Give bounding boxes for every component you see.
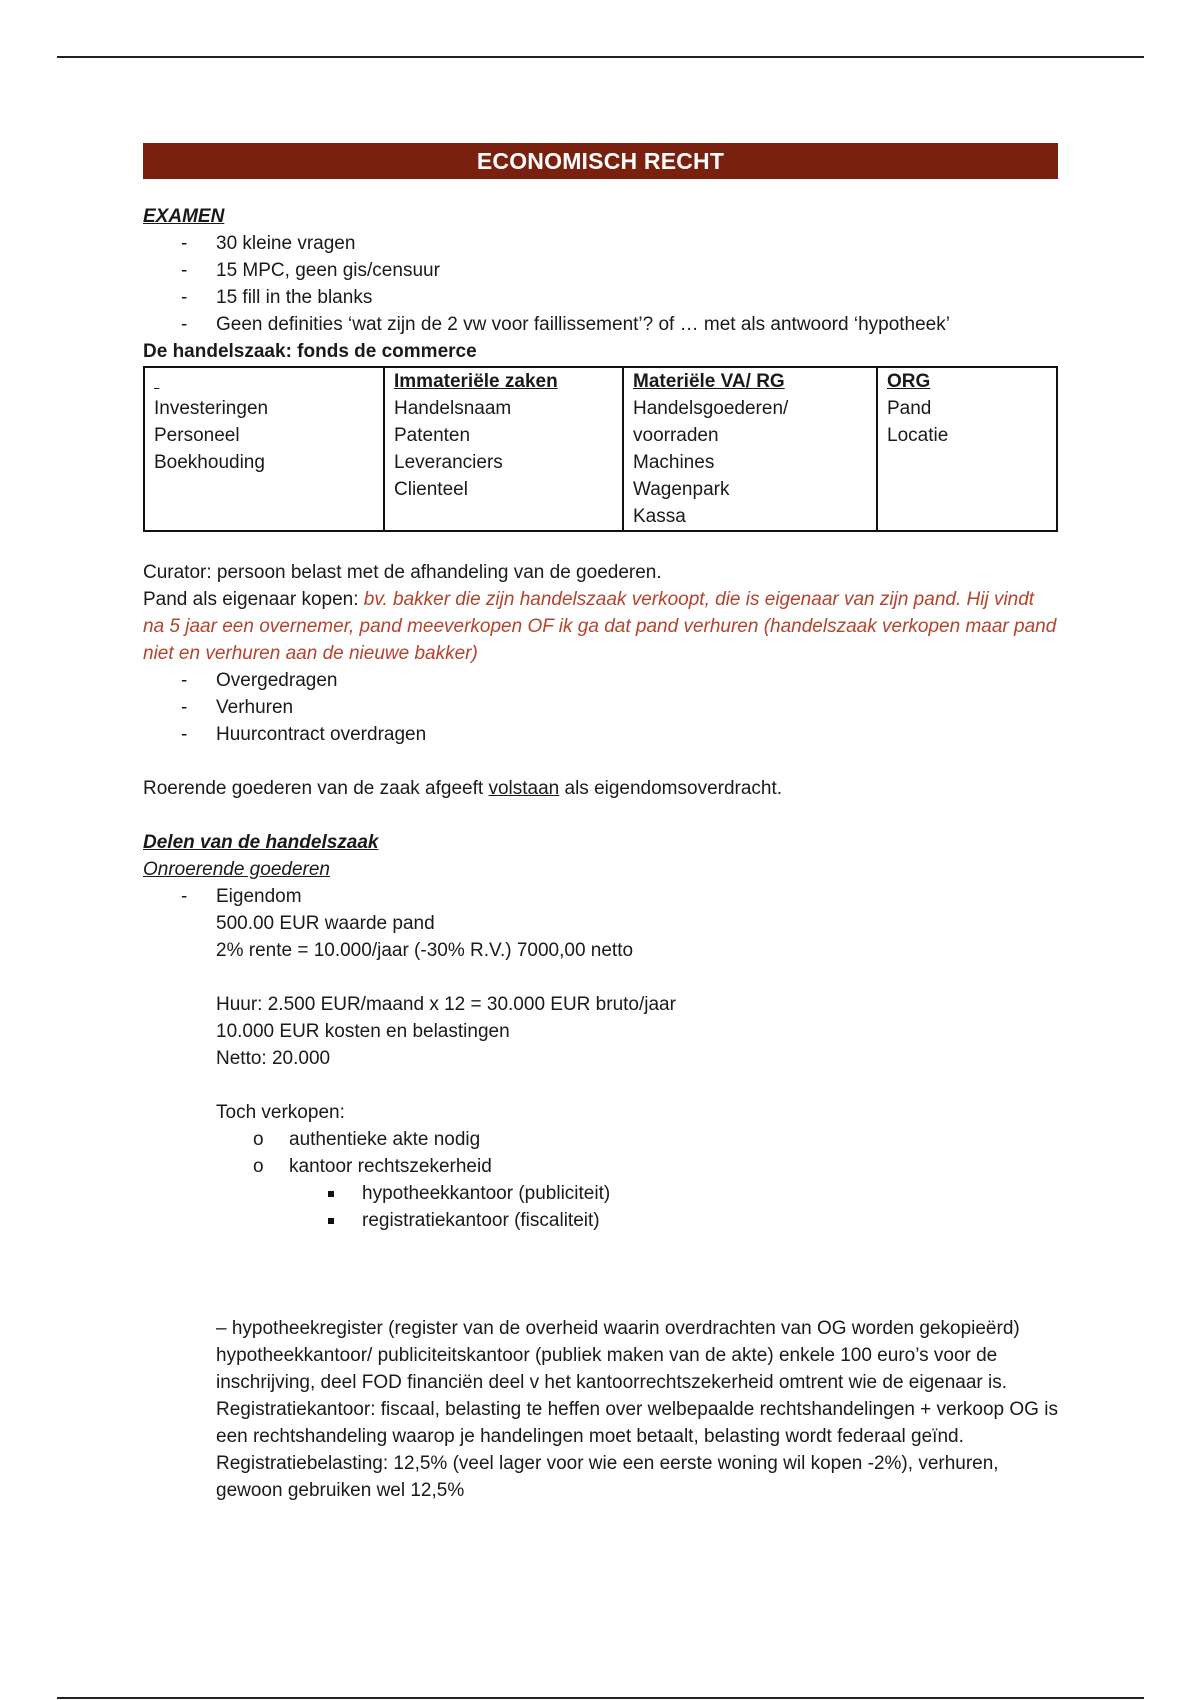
cell-line: Wagenpark [633,479,730,500]
text-line: 500.00 EUR waarde pand [216,913,435,934]
list-item: - Geen definities ‘wat zijn de 2 vw voor faillissement’? of … met als antwoord ‘hypotheek’ [143,311,1058,338]
text-line: 2% rente = 10.000/jaar (-30% R.V.) 7000,00 netto [216,940,634,961]
list-item: - 15 fill in the blanks [143,284,1058,311]
cell-line: Patenten [394,425,471,446]
verkopen-list [143,1126,1058,1180]
text-line: 10.000 EUR kosten en belastingen [216,1021,510,1042]
cell-line: Investeringen [154,398,269,419]
column-header: Immateriële zaken [394,371,558,392]
cell-line: Kassa [633,506,686,527]
roerende-underlined: volstaan [488,778,560,799]
document-page [143,143,1058,1504]
list-item: - Overgedragen [143,667,1058,694]
column-header: ORG [887,371,931,392]
cell-line: Handelsgoederen/ [633,398,789,419]
text-line: Huur: 2.500 EUR/maand x 12 = 30.000 EUR bruto/jaar [216,994,676,1015]
cell-line: Personeel [154,425,240,446]
onroerende-subheading: Onroerende goederen [143,859,330,880]
eigendom-list [143,883,1058,910]
table-cell-algemeen [144,367,384,531]
list-item: - 30 kleine vragen [143,230,1058,257]
cell-line: Clienteel [394,479,468,500]
top-rule [57,56,1144,58]
list-item: hypotheekkantoor (publiciteit) [143,1180,1058,1207]
cell-line: Leveranciers [394,452,503,473]
column-header [154,368,374,395]
cell-line: Machines [633,452,715,473]
curator-text: Curator: persoon belast met de afhandeling van de goederen. [143,562,662,583]
roerende-after: als eigendomsoverdracht. [559,778,783,799]
fonds-table [143,366,1058,532]
roerende-text [143,775,1058,802]
roerende-before: Roerende goederen van de zaak afgeeft [143,778,489,799]
list-item: o authentieke akte nodig [143,1126,1058,1153]
text-line: Netto: 20.000 [216,1048,331,1069]
table-cell-immateriele [384,367,623,531]
hypotheek-paragraph: – hypotheekregister (register van de overheid waarin overdrachten van OG worden gekopieërd) hypotheekkantoor/ publiciteitskantoor (publiek maken van de akte) enkele 100 euro’s voor de inschrijving, deel FOD financiën deel v het kantoorrechtszekerheid omtrent wie de eigenaar is. [216,1318,1020,1393]
pand-list [143,667,1058,748]
pand-paragraph [143,586,1058,667]
kantoor-list [143,1180,1058,1234]
pand-example: bv. bakker die zijn handelszaak verkoopt, die is eigenaar van zijn pand. Hij vindt na 5 jaar een overnemer, pand meeverkopen OF ik ga dat pand verhuren (handelszaak verkopen maar pand niet en verhuren aan de nieuwe bakker) [143,589,1057,664]
column-header: Materiële VA/ RG [633,371,785,392]
cell-line: voorraden [633,425,719,446]
list-item: o kantoor rechtszekerheid [143,1153,1058,1180]
cell-line: Locatie [887,425,949,446]
list-item: - Huurcontract overdragen [143,721,1058,748]
list-item: - Eigendom [143,883,1058,910]
table-cell-materiele [623,367,877,531]
exam-heading: EXAMEN [143,206,225,227]
delen-heading: Delen van de handelszaak [143,832,379,853]
bottom-rule [57,1697,1144,1699]
text-line: Toch verkopen: [216,1102,345,1123]
list-item: - Verhuren [143,694,1058,721]
exam-list [143,230,1058,338]
table-cell-org [877,367,1057,531]
registratie-paragraph: Registratiekantoor: fiscaal, belasting te heffen over welbepaalde rechtshandelingen + verkoop OG is een rechtshandeling waarop je handelingen moet betaalt, belasting wordt federaal geïnd. Registratiebelasting: 12,5% (veel lager voor wie een eerste woning wil kopen -2%), verhuren, gewoon gebruiken wel 12,5% [216,1399,1058,1501]
cell-line: Boekhouding [154,452,265,473]
handelszaak-heading: De handelszaak: fonds de commerce [143,341,477,362]
list-item: registratiekantoor (fiscaliteit) [143,1207,1058,1234]
list-item: - 15 MPC, geen gis/censuur [143,257,1058,284]
page-title: ECONOMISCH RECHT [143,143,1058,179]
cell-line: Handelsnaam [394,398,512,419]
cell-line: Pand [887,398,932,419]
pand-lead: Pand als eigenaar kopen: [143,589,364,610]
